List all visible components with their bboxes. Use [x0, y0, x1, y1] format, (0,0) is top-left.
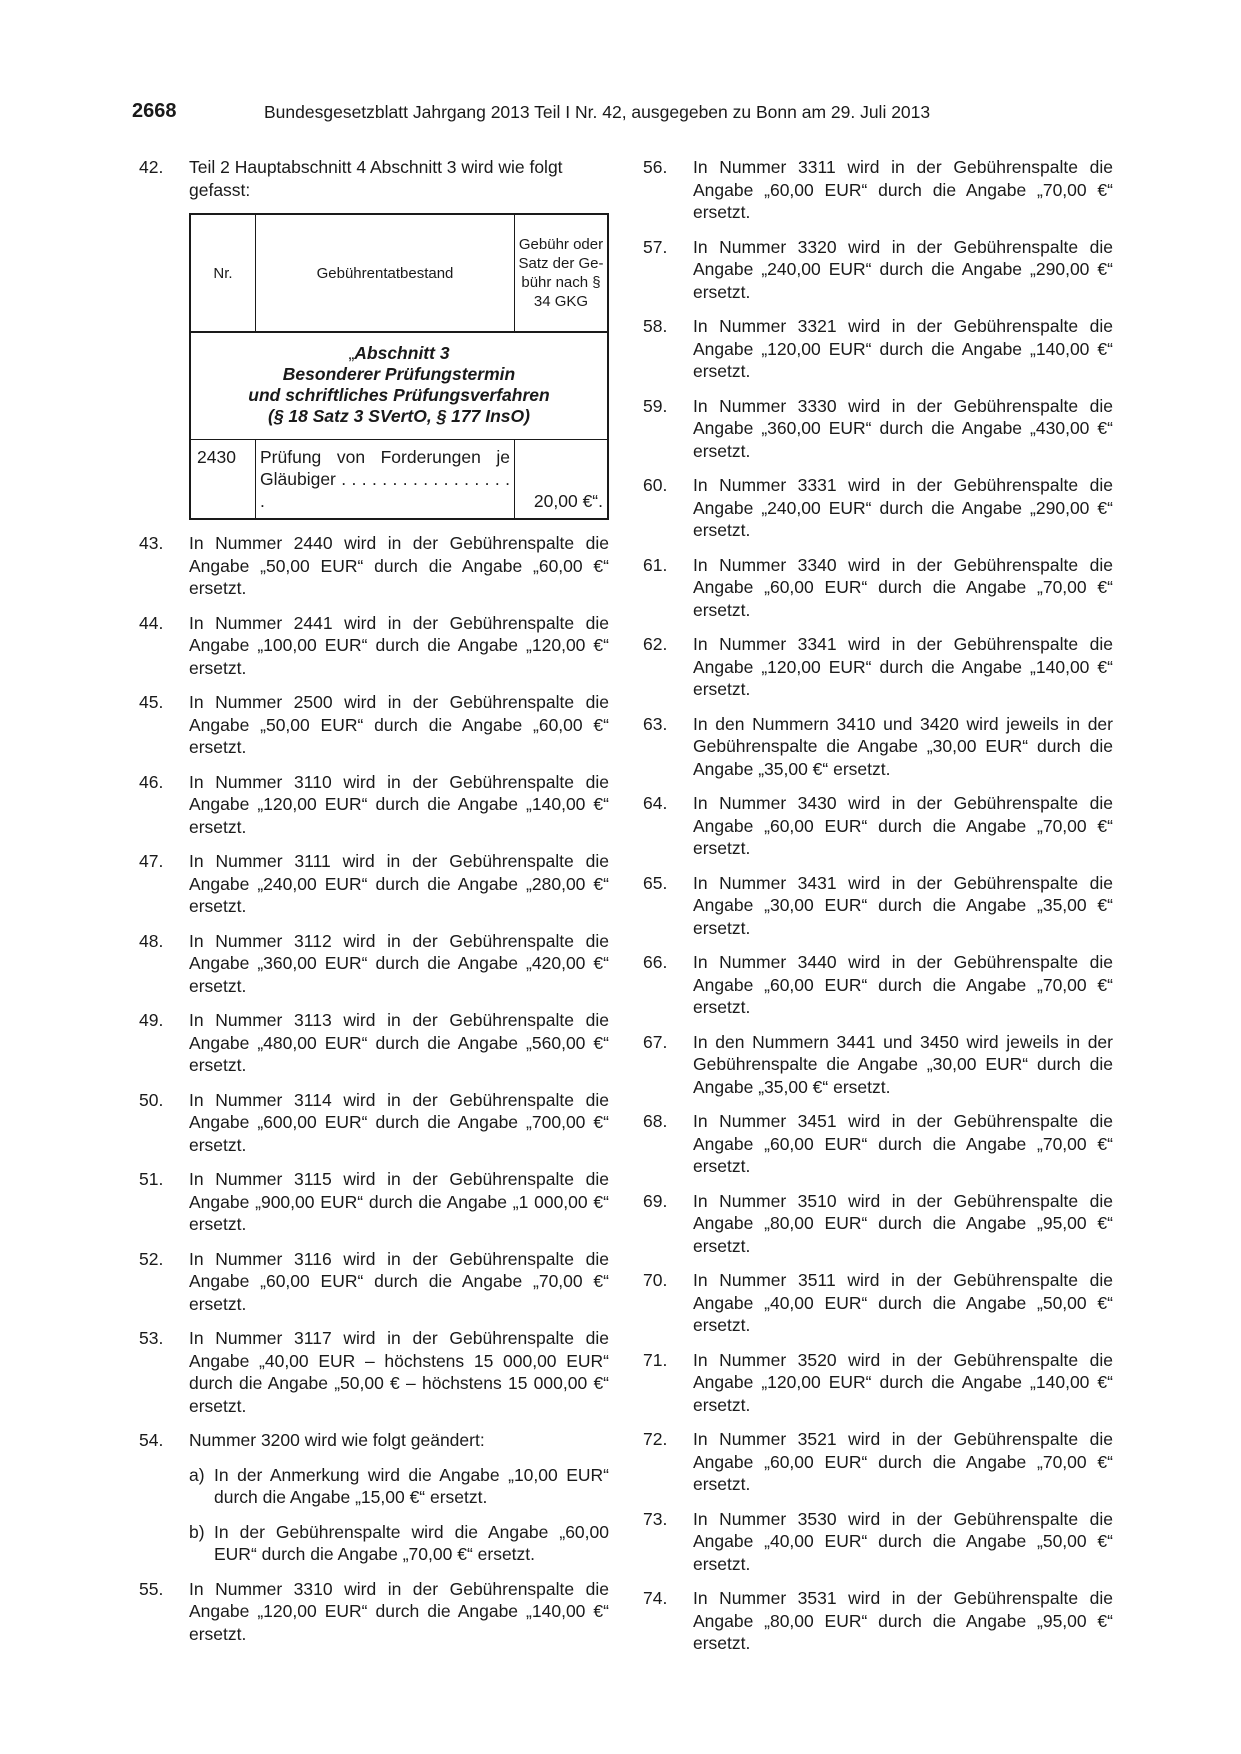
item-text: In Nummer 3321 wird in der Gebührenspalte die Angabe „120,00 EUR“ durch die Angabe „140,00 €“ ersetzt. — [693, 316, 1113, 381]
section-heading-row — [190, 332, 608, 440]
item-text: In Nummer 2441 wird in der Gebührenspalte die Angabe „100,00 EUR“ durch die Angabe „120,00 €“ ersetzt. — [189, 612, 609, 678]
item-text: In Nummer 3530 wird in der Gebührenspalte die Angabe „40,00 EUR“ durch die Angabe „50,00 €“ ersetzt. — [693, 1508, 1113, 1574]
table-header-row — [190, 214, 608, 332]
item-number: 48. — [139, 930, 164, 951]
item-text: In Nummer 2440 wird in der Gebührenspalte die Angabe „50,00 EUR“ durch die Angabe „60,00 €“ ersetzt. — [189, 533, 609, 598]
item-number: 51. — [139, 1169, 164, 1189]
list-item — [139, 1578, 609, 1646]
item-number: 65. — [643, 872, 668, 893]
item-number: 55. — [139, 1578, 164, 1599]
list-item — [139, 1009, 609, 1077]
item-text: In Nummer 3330 wird in der Gebührenspalte die Angabe „360,00 EUR“ durch die Angabe „430,00 €“ ersetzt. — [693, 395, 1113, 461]
item-text: In Nummer 3114 wird in der Gebührenspalte die Angabe „600,00 EUR“ durch die Angabe „700,00 €“ ersetzt. — [189, 1089, 609, 1155]
list-item — [643, 951, 1113, 1019]
list-item — [643, 474, 1113, 542]
item-number: 67. — [643, 1031, 668, 1052]
item-number: 69. — [643, 1190, 668, 1211]
item-text: In Nummer 3340 wird in der Gebührenspalte die Angabe „60,00 EUR“ durch die Angabe „70,00 €“ ersetzt. — [693, 554, 1113, 620]
list-item — [643, 713, 1113, 781]
item-number: 63. — [643, 713, 668, 734]
left-column — [139, 156, 609, 1657]
entry-fee: 20,00 €“. — [515, 440, 609, 520]
list-item — [139, 691, 609, 759]
item-number: 72. — [643, 1429, 668, 1449]
list-item — [643, 1587, 1113, 1655]
item-number: 66. — [643, 952, 668, 972]
item-text: In Nummer 3113 wird in der Gebührenspalte die Angabe „480,00 EUR“ durch die Angabe „560,00 €“ ersetzt. — [189, 1010, 609, 1075]
item-text: In Nummer 3520 wird in der Gebührenspalte die Angabe „120,00 EUR“ durch die Angabe „140,00 €“ ersetzt. — [693, 1349, 1113, 1415]
sub-item-text: In der Anmerkung wird die Angabe „10,00 EUR“ durch die Angabe „15,00 €“ ersetzt. — [214, 1464, 609, 1507]
list-item — [643, 792, 1113, 860]
item-number: 54. — [139, 1430, 164, 1450]
entry-number: 2430 — [190, 440, 256, 520]
opening-quote: „ — [348, 343, 355, 363]
item-text: In Nummer 3341 wird in der Gebührenspalte die Angabe „120,00 EUR“ durch die Angabe „140,00 €“ ersetzt. — [693, 634, 1113, 699]
item-text: In Nummer 3521 wird in der Gebührenspalte die Angabe „60,00 EUR“ durch die Angabe „70,00 €“ ersetzt. — [693, 1429, 1113, 1494]
item-text: In Nummer 3311 wird in der Gebührenspalte die Angabe „60,00 EUR“ durch die Angabe „70,00 €“ ersetzt. — [693, 157, 1113, 222]
item-number: 57. — [643, 236, 668, 257]
item-number: 49. — [139, 1010, 164, 1030]
item-text: In Nummer 3430 wird in der Gebührenspalte die Angabe „60,00 EUR“ durch die Angabe „70,00 €“ ersetzt. — [693, 793, 1113, 858]
item-text: In Nummer 3110 wird in der Gebührenspalte die Angabe „120,00 EUR“ durch die Angabe „140,00 €“ ersetzt. — [189, 771, 609, 837]
section-line: (§ 18 Satz 3 SVertO, § 177 InsO) — [268, 406, 530, 426]
list-item — [643, 554, 1113, 622]
item-text: Teil 2 Hauptabschnitt 4 Abschnitt 3 wird wie folgt gefasst: — [189, 157, 563, 200]
sub-item — [189, 1521, 609, 1566]
item-text: In Nummer 3116 wird in der Gebührenspalte die Angabe „60,00 EUR“ durch die Angabe „70,00 €“ ersetzt. — [189, 1248, 609, 1314]
item-number: 71. — [643, 1349, 668, 1370]
list-item — [643, 1269, 1113, 1337]
item-number: 62. — [643, 634, 668, 654]
entry-description: Prüfung von Forderungen je Gläubiger . . . . . . . . . . . . . . . . . . — [256, 440, 515, 520]
list-item — [643, 395, 1113, 463]
list-item — [139, 156, 609, 201]
item-text: In Nummer 3531 wird in der Gebührenspalte die Angabe „80,00 EUR“ durch die Angabe „95,00 €“ ersetzt. — [693, 1588, 1113, 1653]
item-number: 73. — [643, 1508, 668, 1529]
item-text: Nummer 3200 wird wie folgt geändert: — [189, 1430, 485, 1450]
item-number: 50. — [139, 1089, 164, 1110]
list-item — [139, 930, 609, 998]
item-text: In Nummer 3320 wird in der Gebührenspalte die Angabe „240,00 EUR“ durch die Angabe „290,00 €“ ersetzt. — [693, 236, 1113, 302]
item-number: 59. — [643, 395, 668, 416]
item-number: 58. — [643, 316, 668, 336]
item-text: In Nummer 3112 wird in der Gebührenspalte die Angabe „360,00 EUR“ durch die Angabe „420,00 €“ ersetzt. — [189, 930, 609, 996]
item-text: In Nummer 3310 wird in der Gebührenspalte die Angabe „120,00 EUR“ durch die Angabe „140,00 €“ ersetzt. — [189, 1578, 609, 1644]
list-item — [139, 612, 609, 680]
item-text: In Nummer 3115 wird in der Gebührenspalte die Angabe „900,00 EUR“ durch die Angabe „1 000,00 €“ ersetzt. — [189, 1169, 609, 1234]
item-text: In Nummer 3117 wird in der Gebührenspalte die Angabe „40,00 EUR – höchstens 15 000,00 EUR“ durch die Angabe „50,00 € – höchstens 15 000,00 €“ ersetzt. — [189, 1328, 609, 1416]
item-number: 42. — [139, 157, 164, 177]
running-head: Bundesgesetzblatt Jahrgang 2013 Teil I Nr. 42, ausgegeben zu Bonn am 29. Juli 2013 — [264, 102, 931, 122]
item-number: 52. — [139, 1248, 164, 1269]
item-text: In den Nummern 3441 und 3450 wird jeweils in der Gebührenspalte die Angabe „30,00 EUR“ durch die Angabe „35,00 €“ ersetzt. — [693, 1031, 1113, 1097]
item-number: 68. — [643, 1111, 668, 1131]
item-number: 56. — [643, 157, 668, 177]
item-number: 61. — [643, 554, 668, 575]
column-header-tatbestand: Gebührentatbestand — [256, 214, 515, 332]
sub-item-text: In der Gebührenspalte wird die Angabe „60,00 EUR“ durch die Angabe „70,00 €“ ersetzt. — [214, 1521, 609, 1564]
item-number: 45. — [139, 692, 164, 712]
list-item — [139, 1248, 609, 1316]
list-item — [643, 315, 1113, 383]
list-item — [643, 872, 1113, 940]
item-number: 47. — [139, 851, 164, 871]
item-text: In Nummer 3510 wird in der Gebührenspalte die Angabe „80,00 EUR“ durch die Angabe „95,00 €“ ersetzt. — [693, 1190, 1113, 1256]
item-number: 43. — [139, 533, 164, 553]
sub-item-label: b) — [189, 1521, 205, 1542]
item-text: In Nummer 3431 wird in der Gebührenspalte die Angabe „30,00 EUR“ durch die Angabe „35,00 €“ ersetzt. — [693, 872, 1113, 938]
right-column — [643, 156, 1113, 1667]
list-item — [643, 1031, 1113, 1099]
item-text: In Nummer 3111 wird in der Gebührenspalte die Angabe „240,00 EUR“ durch die Angabe „280,00 €“ ersetzt. — [189, 851, 609, 916]
item-number: 64. — [643, 793, 668, 813]
item-text: In den Nummern 3410 und 3420 wird jeweils in der Gebührenspalte die Angabe „30,00 EUR“ durch die Angabe „35,00 €“ ersetzt. — [693, 713, 1113, 779]
list-item — [139, 1168, 609, 1236]
list-item — [643, 1110, 1113, 1178]
list-item — [643, 1190, 1113, 1258]
section-line: und schriftliches Prüfungsverfahren — [248, 385, 550, 405]
item-text: In Nummer 2500 wird in der Gebührenspalte die Angabe „50,00 EUR“ durch die Angabe „60,00 €“ ersetzt. — [189, 692, 609, 757]
list-item — [139, 1429, 609, 1566]
list-item — [139, 1089, 609, 1157]
item-number: 70. — [643, 1270, 668, 1290]
list-item — [643, 1508, 1113, 1576]
section-heading — [190, 332, 608, 440]
fee-table — [189, 213, 609, 520]
table-row — [190, 440, 608, 520]
list-item — [139, 1327, 609, 1417]
item-text: In Nummer 3440 wird in der Gebührenspalte die Angabe „60,00 EUR“ durch die Angabe „70,00 €“ ersetzt. — [693, 952, 1113, 1017]
page-number: 2668 — [132, 100, 177, 122]
list-item — [643, 156, 1113, 224]
sub-item — [189, 1464, 609, 1509]
list-item — [643, 1428, 1113, 1496]
column-header-gebuehr: Gebühr oder Satz der Ge- bühr nach § 34 GKG — [515, 214, 609, 332]
list-item — [643, 1349, 1113, 1417]
item-number: 44. — [139, 612, 164, 633]
item-number: 46. — [139, 771, 164, 792]
section-line: Besonderer Prüfungstermin — [282, 364, 516, 384]
item-number: 74. — [643, 1588, 668, 1608]
item-text: In Nummer 3511 wird in der Gebührenspalte die Angabe „40,00 EUR“ durch die Angabe „50,00 €“ ersetzt. — [693, 1270, 1113, 1335]
list-item — [139, 532, 609, 600]
list-item — [643, 236, 1113, 304]
item-number: 60. — [643, 475, 668, 495]
list-item — [139, 771, 609, 839]
item-text: In Nummer 3451 wird in der Gebührenspalte die Angabe „60,00 EUR“ durch die Angabe „70,00 €“ ersetzt. — [693, 1111, 1113, 1176]
list-item — [643, 633, 1113, 701]
list-item — [139, 850, 609, 918]
column-header-nr: Nr. — [190, 214, 256, 332]
item-number: 53. — [139, 1328, 164, 1348]
item-text: In Nummer 3331 wird in der Gebührenspalte die Angabe „240,00 EUR“ durch die Angabe „290,00 €“ ersetzt. — [693, 475, 1113, 540]
section-title: Abschnitt 3 — [354, 343, 450, 363]
sub-item-label: a) — [189, 1464, 205, 1485]
